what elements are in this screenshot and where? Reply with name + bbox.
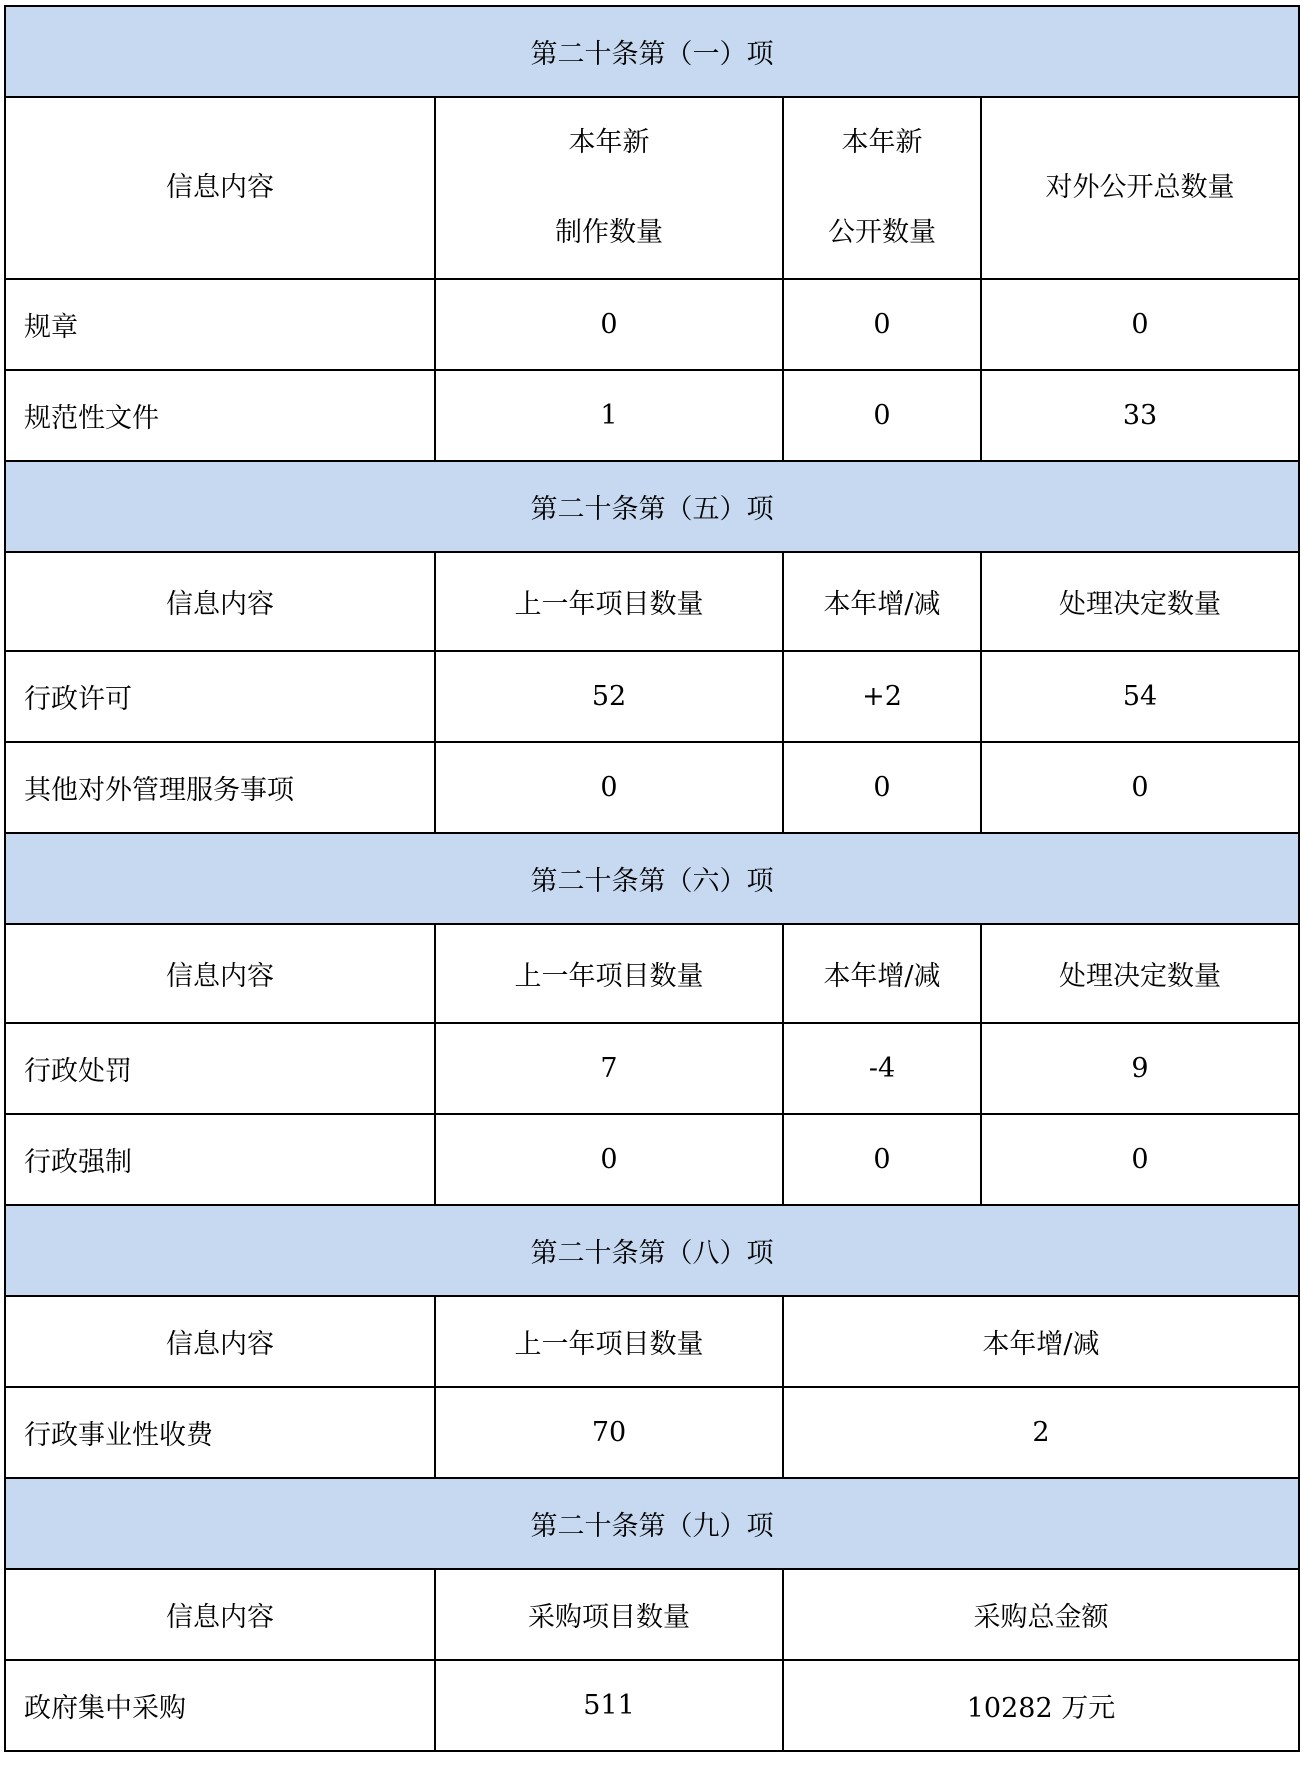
cell-value: 33 bbox=[981, 370, 1299, 461]
column-header-row bbox=[5, 552, 1299, 651]
row-label: 规范性文件 bbox=[5, 370, 435, 461]
column-header-row bbox=[5, 1296, 1299, 1387]
disclosure-table bbox=[4, 5, 1300, 1752]
header-line: 本年新 bbox=[568, 127, 650, 158]
cell-value: 70 bbox=[435, 1387, 783, 1478]
section-title: 第二十条第（九）项 bbox=[5, 1478, 1299, 1569]
cell-value: 0 bbox=[981, 1114, 1299, 1205]
row-label: 政府集中采购 bbox=[5, 1660, 435, 1751]
header-new-made bbox=[435, 97, 783, 279]
header-purchase-amount: 采购总金额 bbox=[783, 1569, 1299, 1660]
cell-value: 511 bbox=[435, 1660, 783, 1751]
table-row bbox=[5, 1114, 1299, 1205]
row-label: 行政处罚 bbox=[5, 1023, 435, 1114]
header-prev-year: 上一年项目数量 bbox=[435, 924, 783, 1023]
table-row bbox=[5, 279, 1299, 370]
header-prev-year: 上一年项目数量 bbox=[435, 1296, 783, 1387]
header-change: 本年增/减 bbox=[783, 552, 981, 651]
cell-value: -4 bbox=[783, 1023, 981, 1114]
table-row bbox=[5, 370, 1299, 461]
section-title: 第二十条第（五）项 bbox=[5, 461, 1299, 552]
header-purchase-count: 采购项目数量 bbox=[435, 1569, 783, 1660]
section-title: 第二十条第（八）项 bbox=[5, 1205, 1299, 1296]
header-content: 信息内容 bbox=[5, 924, 435, 1023]
table-row bbox=[5, 1387, 1299, 1478]
cell-value: 7 bbox=[435, 1023, 783, 1114]
section-title: 第二十条第（一）项 bbox=[5, 6, 1299, 97]
header-total-published: 对外公开总数量 bbox=[981, 97, 1299, 279]
cell-value: 0 bbox=[435, 742, 783, 833]
row-label: 行政强制 bbox=[5, 1114, 435, 1205]
header-line: 制作数量 bbox=[555, 217, 663, 248]
cell-value: 0 bbox=[981, 742, 1299, 833]
cell-value: 0 bbox=[783, 742, 981, 833]
header-change: 本年增/减 bbox=[783, 1296, 1299, 1387]
header-new-published bbox=[783, 97, 981, 279]
section-header-9 bbox=[5, 1478, 1299, 1569]
cell-value: +2 bbox=[783, 651, 981, 742]
column-header-row bbox=[5, 97, 1299, 279]
header-change: 本年增/减 bbox=[783, 924, 981, 1023]
row-label: 行政许可 bbox=[5, 651, 435, 742]
cell-value: 0 bbox=[435, 279, 783, 370]
header-content: 信息内容 bbox=[5, 97, 435, 279]
header-content: 信息内容 bbox=[5, 1569, 435, 1660]
table-row bbox=[5, 1023, 1299, 1114]
cell-value: 2 bbox=[783, 1387, 1299, 1478]
cell-value: 0 bbox=[783, 370, 981, 461]
section-title: 第二十条第（六）项 bbox=[5, 833, 1299, 924]
section-header-6 bbox=[5, 833, 1299, 924]
cell-value: 10282 万元 bbox=[783, 1660, 1299, 1751]
header-content: 信息内容 bbox=[5, 552, 435, 651]
cell-value: 52 bbox=[435, 651, 783, 742]
column-header-row bbox=[5, 924, 1299, 1023]
section-header-1 bbox=[5, 6, 1299, 97]
column-header-row bbox=[5, 1569, 1299, 1660]
header-line: 公开数量 bbox=[828, 217, 936, 248]
row-label: 规章 bbox=[5, 279, 435, 370]
cell-value: 9 bbox=[981, 1023, 1299, 1114]
row-label: 行政事业性收费 bbox=[5, 1387, 435, 1478]
table-row bbox=[5, 1660, 1299, 1751]
table-row bbox=[5, 651, 1299, 742]
cell-value: 0 bbox=[783, 279, 981, 370]
header-decisions: 处理决定数量 bbox=[981, 924, 1299, 1023]
table-row bbox=[5, 742, 1299, 833]
row-label: 其他对外管理服务事项 bbox=[5, 742, 435, 833]
section-header-5 bbox=[5, 461, 1299, 552]
header-decisions: 处理决定数量 bbox=[981, 552, 1299, 651]
section-header-8 bbox=[5, 1205, 1299, 1296]
cell-value: 0 bbox=[981, 279, 1299, 370]
cell-value: 0 bbox=[435, 1114, 783, 1205]
cell-value: 54 bbox=[981, 651, 1299, 742]
header-content: 信息内容 bbox=[5, 1296, 435, 1387]
header-line: 本年新 bbox=[841, 127, 923, 158]
cell-value: 1 bbox=[435, 370, 783, 461]
header-prev-year: 上一年项目数量 bbox=[435, 552, 783, 651]
cell-value: 0 bbox=[783, 1114, 981, 1205]
